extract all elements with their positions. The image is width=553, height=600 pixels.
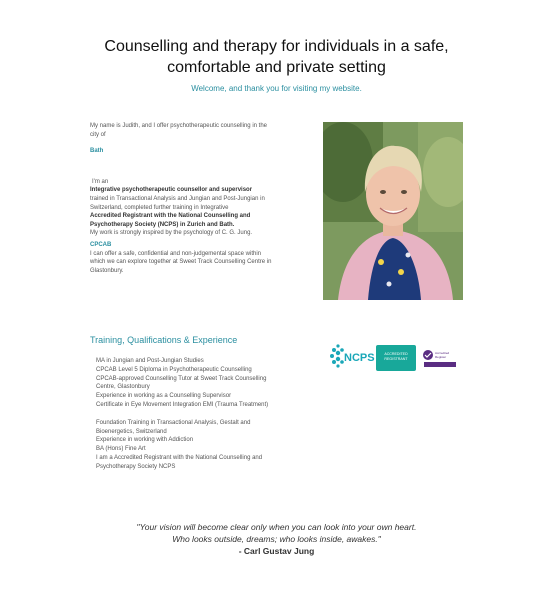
intro-line: My name is Judith, and I offer psychotherapeutic counselling in the (90, 123, 267, 129)
quote-author: - Carl Gustav Jung (238, 546, 315, 556)
list-item: Bioenergetics, Switzerland (96, 428, 167, 435)
quote-line-2: Who looks outside, dreams; who looks inside, awakes." (172, 534, 381, 544)
intro-line: Glastonbury. (90, 267, 124, 274)
qualifications-list (96, 357, 296, 472)
intro-line: My work is strongly inspired by the psychology of C. G. Jung. (90, 230, 253, 237)
list-item: I am a Accredited Registrant with the National Counselling and (96, 454, 263, 461)
list-item: CPCAB Level 5 Diploma in Psychotherapeutic Counselling (96, 366, 252, 373)
svg-text:Register: Register (435, 355, 447, 359)
intro-line: city of (90, 131, 106, 138)
list-item: Experience in working with Addiction (96, 437, 194, 444)
headline-line-2: comfortable and private setting (167, 59, 386, 76)
intro-line: Switzerland, completed further training in Integrative (90, 204, 229, 211)
list-item: Experience in working as a Counselling Supervisor (96, 393, 232, 400)
accreditation-logos (328, 340, 463, 376)
list-item: Certificate in Eye Movement Integration EMI (Trauma Treatment) (96, 401, 269, 408)
quote-line-1: "Your vision will become clear only when you can look into your own heart. (136, 522, 417, 532)
intro-line: I can offer a safe, confidential and non-judgemental space within (90, 250, 261, 257)
ncps-text: NCPS (344, 352, 375, 364)
list-item: Psychotherapy Society NCPS (96, 463, 176, 470)
intro-section (90, 122, 290, 275)
city-link[interactable]: Bath (90, 148, 104, 155)
role-title: Integrative psychotherapeutic counsellor and supervisor (90, 187, 253, 194)
intro-line: Accredited Registrant with the National Counselling and (90, 213, 251, 220)
quote (0, 521, 553, 545)
section-title: Training, Qualifications & Experience (90, 335, 238, 345)
cpcab-link[interactable]: CPCAB (90, 241, 112, 248)
portrait-photo (323, 122, 463, 300)
intro-line: Psychotherapy Society (NCPS) in Zurich and Bath. (90, 221, 235, 228)
svg-text:Accredited: Accredited (435, 351, 450, 355)
list-item: MA in Jungian and Post-Jungian Studies (96, 358, 204, 364)
welcome-text: Welcome, and thank you for visiting my website. (191, 84, 362, 93)
intro-line: trained in Transactional Analysis and Jungian and Post-Jungian in (90, 195, 265, 202)
headline (0, 36, 553, 78)
svg-text:REGISTRANT: REGISTRANT (384, 357, 408, 361)
list-item: CPCAB-approved Counselling Tutor at Sweet Track Counselling (96, 375, 267, 382)
list-item: Centre, Glastonbury (96, 384, 150, 391)
svg-text:ACCREDITED: ACCREDITED (384, 352, 408, 356)
intro-line: which we can explore together at Sweet Track Counselling Centre in (90, 259, 272, 266)
portrait-image (323, 122, 463, 300)
list-item: BA (Hons) Fine Art (96, 446, 146, 453)
list-item: Foundation Training in Transactional Analysis, Gestalt and (96, 419, 251, 426)
headline-line-1: Counselling and therapy for individuals in a safe, (104, 38, 449, 55)
ncps-logo (328, 340, 463, 376)
intro-line: I'm an (92, 178, 109, 185)
